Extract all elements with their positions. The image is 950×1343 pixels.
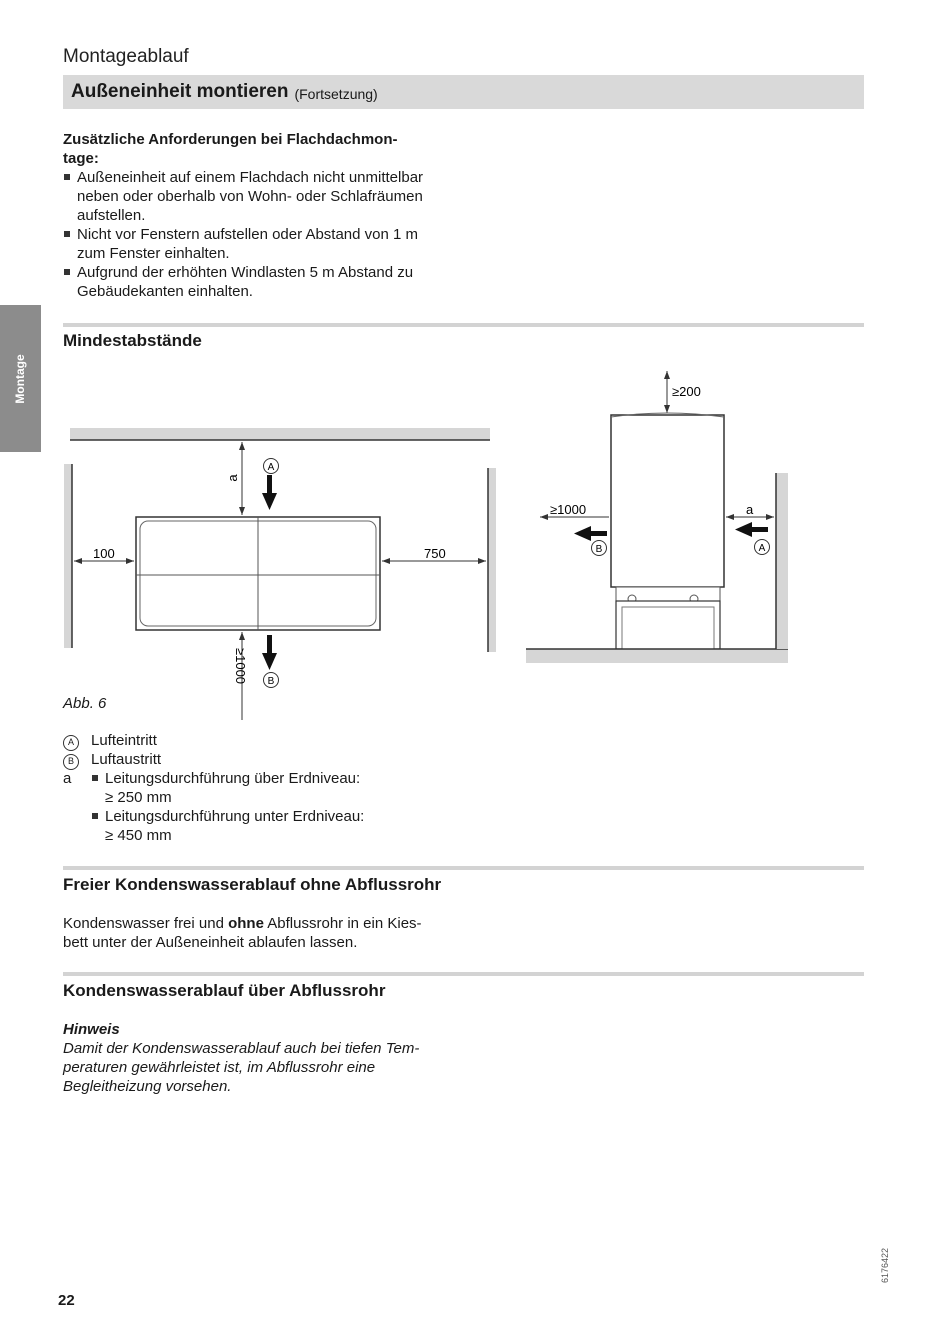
list-item-line: Leitungsdurchführung über Erdniveau: — [105, 770, 361, 787]
dim-1000-label: ≥1000 — [550, 502, 587, 517]
arrow-a-head — [735, 522, 752, 537]
callout-b: B — [267, 676, 275, 687]
side-tab-label: Montage — [13, 354, 27, 404]
figure-caption: Abb. 6 — [63, 695, 107, 712]
list-item-line: Leitungsdurchführung unter Erdniveau: — [105, 808, 365, 825]
pipe-drain-heading: Kondenswasserablauf über Abflussrohr — [63, 981, 386, 1000]
flat-roof-heading: Zusätzliche Anforderungen bei Flachdachmon- — [63, 131, 398, 148]
list-item-line: Aufgrund der erhöhten Windlasten 5 m Abstand zu — [77, 264, 414, 281]
list-item — [91, 807, 364, 845]
dim-left-label: 100 — [93, 546, 115, 561]
list-item-line: neben oder oberhalb von Wohn- oder Schlafräumen — [77, 188, 423, 205]
doc-number: 6176422 — [880, 1247, 890, 1283]
section-divider — [63, 972, 864, 976]
arrow-b-head — [574, 526, 591, 541]
page-title-suffix: (Fortsetzung) — [294, 85, 378, 102]
section-divider — [63, 866, 864, 870]
free-drain-heading: Freier Kondenswasserablauf ohne Abflussrohr — [63, 875, 442, 894]
dim-bottom-label: ≥1000 — [233, 647, 248, 685]
legend-key-a: A — [63, 735, 79, 751]
note-title: Hinweis — [63, 1021, 120, 1038]
list-item-line: ≥ 450 mm — [105, 827, 172, 844]
page-title: Außeneinheit montieren — [71, 81, 289, 102]
dim-1000-arrowhead — [540, 514, 548, 520]
dim-top-label: a — [225, 474, 240, 482]
top-view-diagram — [60, 420, 500, 725]
page-title-bar — [63, 75, 864, 109]
flat-roof-list — [63, 168, 463, 301]
legend-a-list — [91, 769, 364, 845]
section-divider — [63, 323, 864, 327]
list-item-line: Gebäudekanten einhalten. — [77, 283, 253, 300]
legend-label-a: Lufteintritt — [91, 732, 157, 749]
dim-a-label: a — [746, 502, 754, 517]
dim-top-arrowhead — [239, 507, 245, 515]
list-item-line: Nicht vor Fenstern aufstellen oder Abstand von 1 m — [77, 226, 419, 243]
note-line: Damit der Kondenswasserablauf auch bei tiefen Tem- — [63, 1040, 420, 1057]
list-item-line: ≥ 250 mm — [105, 789, 172, 806]
legend-row-b — [63, 750, 161, 770]
list-item-line: aufstellen. — [77, 207, 146, 224]
dim-top-arrowhead — [239, 442, 245, 450]
arrow-a-head — [262, 493, 277, 510]
wall-right — [776, 473, 788, 649]
dim-a-arrowhead — [726, 514, 734, 520]
wall-top — [70, 428, 490, 440]
legend-key-b: B — [63, 754, 79, 770]
min-distances-heading: Mindestabstände — [63, 331, 202, 350]
note-line: peraturen gewährleistet ist, im Abflussrohr eine — [63, 1059, 376, 1076]
wall-right — [488, 468, 496, 652]
side-view-diagram — [522, 365, 792, 667]
text-run: Kondenswasser frei und — [63, 915, 229, 932]
page-number: 22 — [58, 1292, 75, 1309]
dim-200-arrowhead — [664, 371, 670, 379]
callout-b: B — [595, 544, 603, 555]
dim-right-arrowhead — [382, 558, 390, 564]
list-item — [63, 263, 463, 301]
list-item-line: zum Fenster einhalten. — [77, 245, 230, 262]
arrow-a-shaft — [267, 475, 272, 495]
dim-bottom-arrowhead — [239, 632, 245, 640]
dim-200-label: ≥200 — [672, 384, 701, 399]
note-line: Begleitheizung vorsehen. — [63, 1078, 232, 1095]
dim-right-label: 750 — [424, 546, 446, 561]
callout-a: A — [758, 543, 766, 554]
list-item-line: Außeneinheit auf einem Flachdach nicht unmittelbar — [77, 169, 424, 186]
legend-label-b: Luftaustritt — [91, 751, 162, 768]
dim-left-arrowhead — [126, 558, 134, 564]
legend-row-a-dim — [63, 769, 364, 845]
list-item — [63, 168, 463, 225]
arrow-b-shaft — [589, 531, 607, 536]
text-run-bold: ohne — [228, 915, 264, 932]
legend-key-a-dim: a — [63, 770, 72, 787]
dim-left-arrowhead — [74, 558, 82, 564]
callout-a: A — [267, 462, 275, 473]
dim-a-arrowhead — [766, 514, 774, 520]
arrow-a-shaft — [750, 527, 768, 532]
unit-stand-inner — [622, 607, 714, 649]
unit-body — [611, 415, 724, 587]
text-line: bett unter der Außeneinheit ablaufen lassen. — [63, 934, 358, 951]
note-block — [63, 1020, 463, 1096]
arrow-b-shaft — [267, 635, 272, 655]
flat-roof-section — [63, 130, 463, 301]
free-drain-text — [63, 914, 463, 952]
text-run: Abflussrohr in ein Kies- — [263, 915, 422, 932]
arrow-b-head — [262, 653, 277, 670]
dim-200-arrowhead — [664, 405, 670, 413]
section-label: Montageablauf — [63, 46, 189, 67]
wall-left — [64, 464, 72, 648]
dim-right-arrowhead — [478, 558, 486, 564]
list-item — [91, 769, 364, 807]
list-item — [63, 225, 463, 263]
flat-roof-heading-cont: tage: — [63, 150, 99, 167]
legend-row-a — [63, 731, 157, 751]
ground — [526, 649, 788, 663]
side-tab — [0, 305, 41, 452]
